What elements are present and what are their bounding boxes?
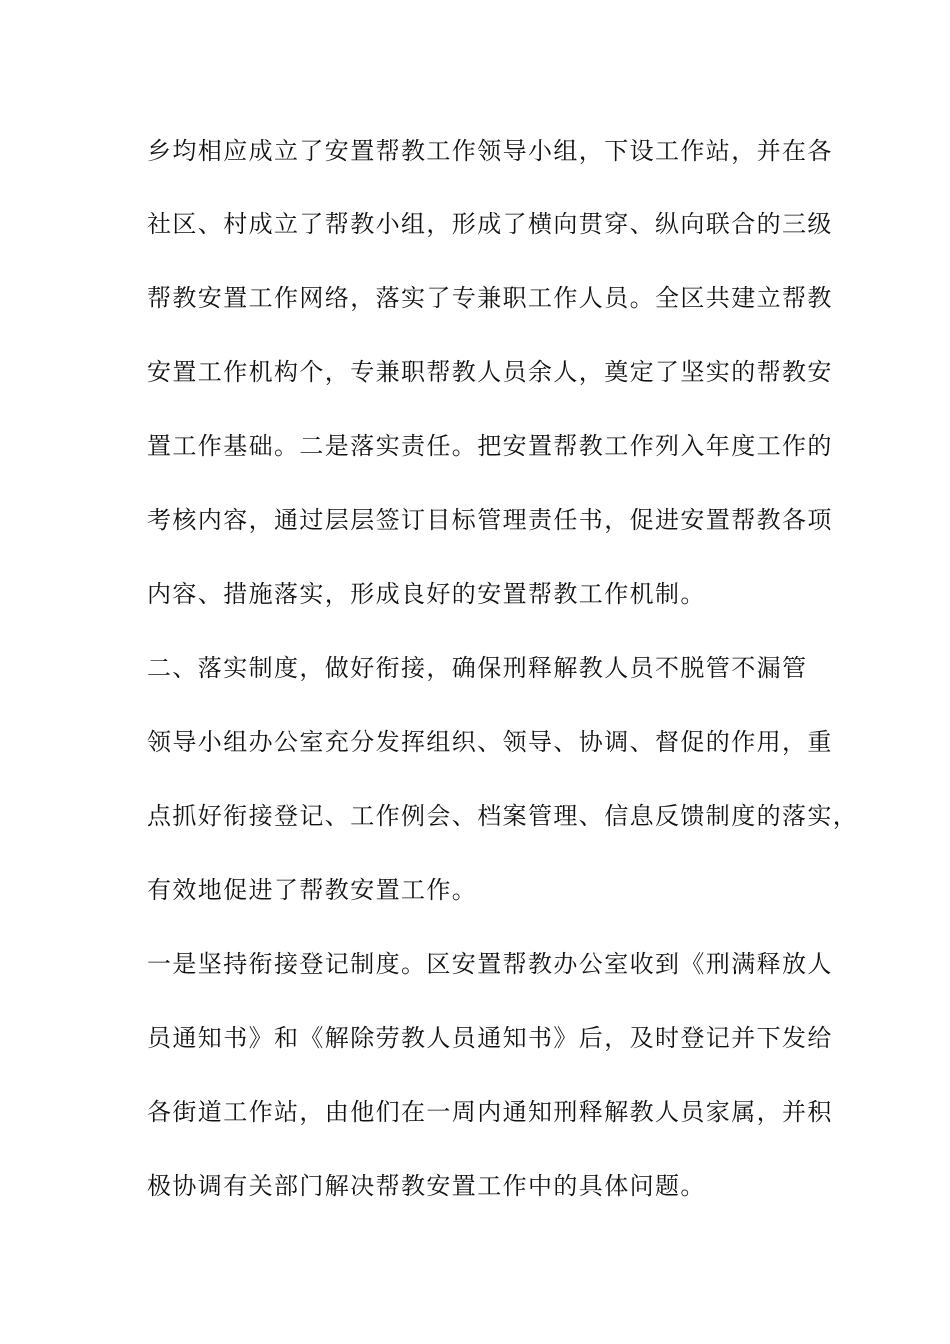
paragraph-line: 社区、村成立了帮教小组，形成了横向贯穿、纵向联合的三级	[147, 210, 833, 238]
paragraph-line: 各街道工作站，由他们在一周内通知刑释解教人员家属，并积	[147, 1098, 833, 1126]
paragraph-line: 内容、措施落实，形成良好的安置帮教工作机制。	[147, 580, 706, 608]
paragraph-line: 点抓好衔接登记、工作例会、档案管理、信息反馈制度的落实，	[147, 802, 859, 830]
paragraph-line: 有效地促进了帮教安置工作。	[147, 876, 478, 904]
paragraph-line: 置工作基础。二是落实责任。把安置帮教工作列入年度工作的	[147, 432, 833, 460]
paragraph-line: 乡均相应成立了安置帮教工作领导小组，下设工作站，并在各	[147, 137, 833, 165]
paragraph-line: 安置工作机构个，专兼职帮教人员余人，奠定了坚实的帮教安	[147, 358, 833, 386]
paragraph-line: 员通知书》和《解除劳教人员通知书》后，及时登记并下发给	[147, 1024, 833, 1052]
paragraph-line: 极协调有关部门解决帮教安置工作中的具体问题。	[147, 1172, 706, 1200]
section-heading: 二、落实制度，做好衔接，确保刑释解教人员不脱管不漏管	[147, 654, 808, 682]
paragraph-line: 考核内容，通过层层签订目标管理责任书，促进安置帮教各项	[147, 506, 833, 534]
paragraph-line: 一是坚持衔接登记制度。区安置帮教办公室收到《刑满释放人	[147, 950, 833, 978]
paragraph-line: 领导小组办公室充分发挥组织、领导、协调、督促的作用，重	[147, 728, 833, 756]
paragraph-line: 帮教安置工作网络，落实了专兼职工作人员。全区共建立帮教	[147, 284, 833, 312]
